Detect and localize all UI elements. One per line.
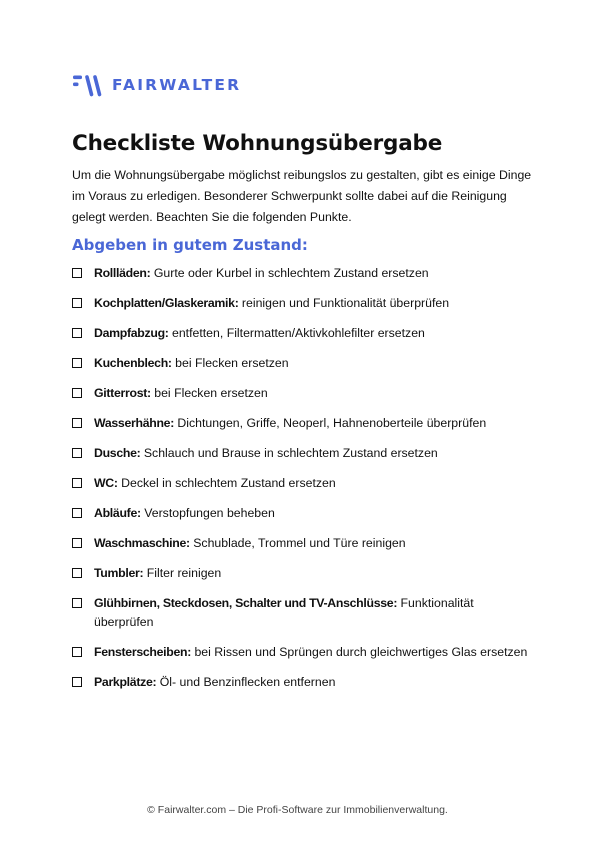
item-text: Verstopfungen beheben (140, 506, 275, 520)
item-text: Gurte oder Kurbel in schlechtem Zustand ersetzen (150, 266, 429, 280)
item-term: Rollläden: (94, 266, 151, 280)
item-term: Wasserhähne: (94, 416, 174, 430)
checkbox-icon[interactable] (72, 328, 82, 338)
item-text: reinigen und Funktionalität überprüfen (238, 296, 450, 310)
checkbox-icon[interactable] (72, 298, 82, 308)
item-text: Öl- und Benzinflecken entfernen (156, 675, 336, 689)
item-term: Gitterrost: (94, 386, 151, 400)
item-term: Dusche: (94, 446, 141, 460)
item-term: Fensterscheiben: (94, 645, 192, 659)
checklist-item (72, 504, 532, 523)
checkbox-icon[interactable] (72, 568, 82, 578)
item-text: bei Rissen und Sprüngen durch gleichwertiges Glas ersetzen (191, 645, 528, 659)
item-text: Funktionalität überprüfen (94, 596, 474, 629)
item-term: Tumbler: (94, 566, 144, 580)
checklist-item (72, 534, 532, 553)
item-term: Glühbirnen, Steckdosen, Schalter und TV-Anschlüsse: (94, 596, 398, 610)
checkbox-icon[interactable] (72, 677, 82, 687)
checkbox-icon[interactable] (72, 358, 82, 368)
checkbox-icon[interactable] (72, 508, 82, 518)
checklist-item (72, 643, 532, 662)
item-text: Schublade, Trommel und Türe reinigen (189, 536, 406, 550)
checklist (72, 264, 532, 703)
item-term: Waschmaschine: (94, 536, 190, 550)
brand-name: FAIRWALTER (112, 76, 242, 94)
item-text: Dichtungen, Griffe, Neoperl, Hahnenoberteile überprüfen (174, 416, 487, 430)
item-text: Schlauch und Brause in schlechtem Zustand ersetzen (140, 446, 438, 460)
section-heading: Abgeben in gutem Zustand: (72, 236, 308, 254)
checkbox-icon[interactable] (72, 418, 82, 428)
item-term: WC: (94, 476, 118, 490)
checkbox-icon[interactable] (72, 448, 82, 458)
item-term: Abläufe: (94, 506, 141, 520)
fairwalter-logo-icon (72, 73, 104, 97)
page-footer: © Fairwalter.com – Die Profi-Software zur Immobilienverwaltung. (147, 804, 448, 816)
item-term: Dampfabzug: (94, 326, 169, 340)
checkbox-icon[interactable] (72, 538, 82, 548)
brand-logo (72, 72, 241, 98)
checkbox-icon[interactable] (72, 478, 82, 488)
page-title: Checkliste Wohnungsübergabe (72, 131, 443, 156)
checkbox-icon[interactable] (72, 647, 82, 657)
item-term: Kuchenblech: (94, 356, 172, 370)
checklist-item (72, 474, 532, 493)
item-text: entfetten, Filtermatten/Aktivkohlefilter ersetzen (168, 326, 425, 340)
checklist-item (72, 354, 532, 373)
checklist-item (72, 294, 532, 313)
checklist-item (72, 564, 532, 583)
checkbox-icon[interactable] (72, 388, 82, 398)
checklist-item (72, 384, 532, 403)
checkbox-icon[interactable] (72, 268, 82, 278)
checklist-item (72, 673, 532, 692)
item-text: Deckel in schlechtem Zustand ersetzen (117, 476, 336, 490)
item-term: Kochplatten/Glaskeramik: (94, 296, 239, 310)
checklist-item (72, 444, 532, 463)
intro-paragraph: Um die Wohnungsübergabe möglichst reibungslos zu gestalten, gibt es einige Dinge im Voraus zu erledigen. Besonderer Schwerpunkt sollte dabei auf die Reinigung gelegt werden. Beachten Sie die folgenden Punkte. (72, 168, 532, 224)
item-term: Parkplätze: (94, 675, 157, 689)
item-text: Filter reinigen (143, 566, 222, 580)
item-text: bei Flecken ersetzen (171, 356, 289, 370)
checklist-item (72, 594, 532, 632)
checklist-item (72, 414, 532, 433)
checklist-item (72, 324, 532, 343)
checkbox-icon[interactable] (72, 598, 82, 608)
checklist-item (72, 264, 532, 283)
item-text: bei Flecken ersetzen (150, 386, 268, 400)
